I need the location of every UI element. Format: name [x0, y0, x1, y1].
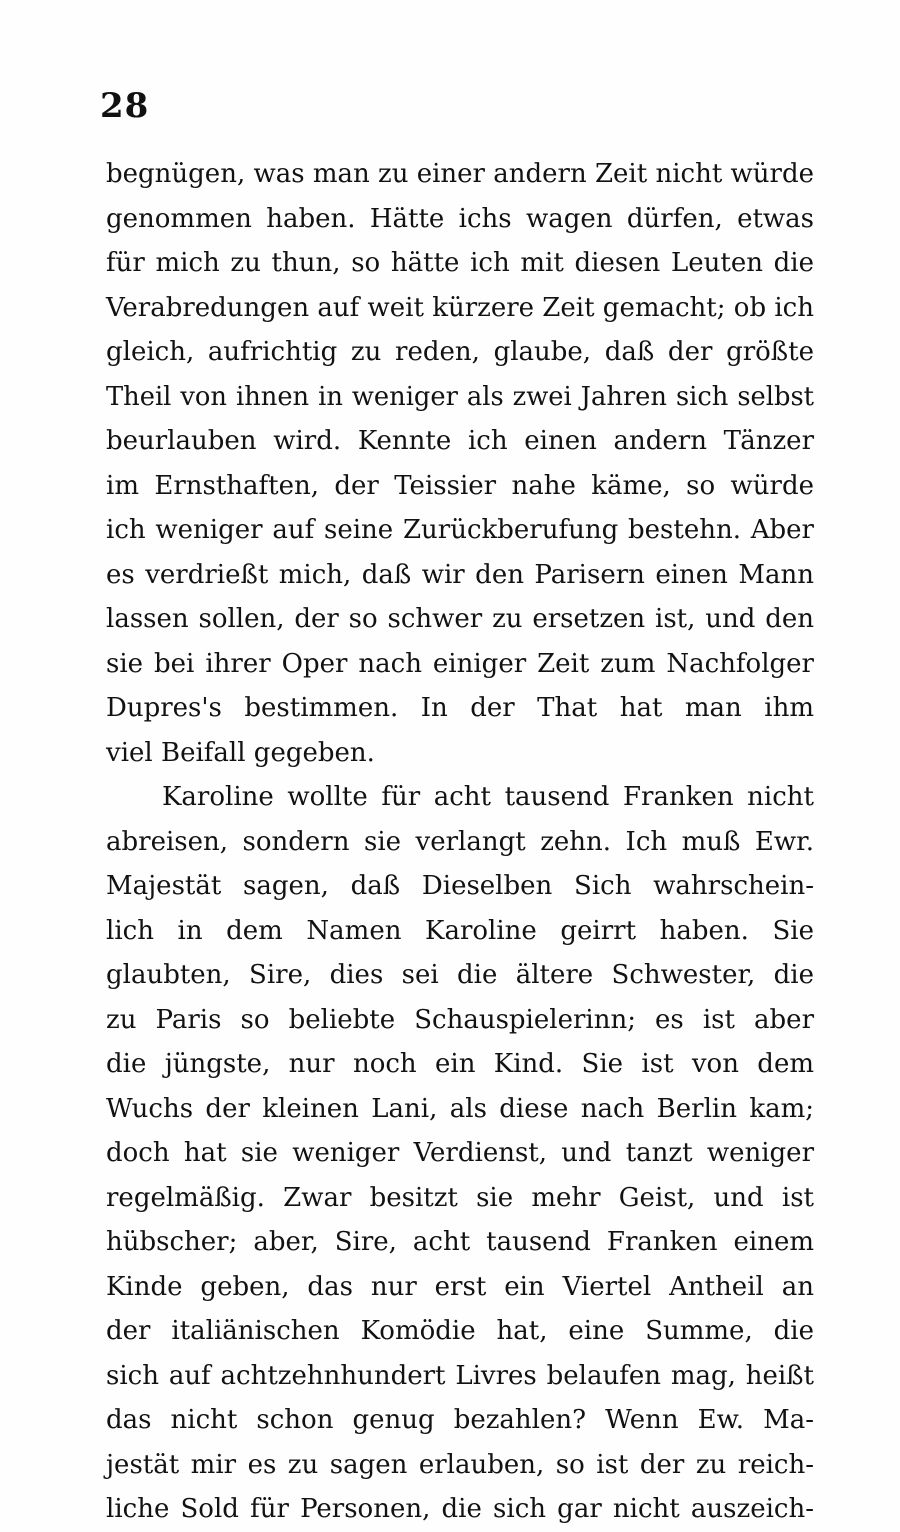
text-line: doch hat sie weniger Verdienst, und tanzt weniger [106, 1138, 814, 1168]
text-line: die jüngste, nur noch ein Kind. Sie ist von dem [106, 1049, 814, 1079]
text-line: gleich, aufrichtig zu reden, glaube, daß der größte [106, 337, 814, 367]
text-line: beurlauben wird. Kennte ich einen andern Tänzer [106, 426, 814, 456]
text-line: Dupres's bestimmen. In der That hat man ihm [106, 693, 814, 723]
paragraph-last-line: viel Beifall gegeben. [106, 737, 375, 768]
text-line: genommen haben. Hätte ichs wagen dürfen, etwas [106, 203, 814, 234]
text-line: lich in dem Namen Karoline geirrt haben. Sie [106, 915, 814, 946]
text-line: ich weniger auf seine Zurückberufung bestehn. Aber [106, 515, 814, 545]
text-line: hübscher; aber, Sire, acht tausend Franken einem [106, 1227, 814, 1257]
text-line: Kinde geben, das nur erst ein Viertel Antheil an [106, 1271, 814, 1302]
text-line: für mich zu thun, so hätte ich mit diesen Leuten die [106, 248, 814, 278]
text-line: Theil von ihnen in weniger als zwei Jahren sich selbst [106, 381, 814, 412]
text-line: liche Sold für Personen, die sich gar nicht auszeich- [106, 1494, 814, 1524]
text-line: jestät mir es zu sagen erlauben, so ist der zu reich- [106, 1449, 814, 1480]
text-line: glaubten, Sire, dies sei die ältere Schwester, die [106, 960, 814, 990]
text-line: zu Paris so beliebte Schauspielerinn; es ist aber [106, 1004, 814, 1035]
text-line: abreisen, sondern sie verlangt zehn. Ich muß Ewr. [106, 826, 814, 857]
page-body-text [106, 152, 814, 1532]
text-line: sich auf achtzehnhundert Livres belaufen mag, heißt [106, 1360, 814, 1391]
page-number: 28 [100, 86, 150, 126]
text-line: lassen sollen, der so schwer zu ersetzen ist, und den [106, 604, 814, 634]
paragraph-first-line: Karoline wollte für acht tausend Franken nicht [162, 782, 814, 812]
text-line: Verabredungen auf weit kürzere Zeit gemacht; ob ich [106, 292, 814, 323]
text-line: im Ernsthaften, der Teissier nahe käme, so würde [106, 470, 814, 501]
text-line: Majestät sagen, daß Dieselben Sich wahrschein- [106, 871, 814, 901]
text-line: sie bei ihrer Oper nach einiger Zeit zum Nachfolger [106, 648, 814, 679]
text-line: regelmäßig. Zwar besitzt sie mehr Geist, und ist [106, 1182, 814, 1213]
text-line: Wuchs der kleinen Lani, als diese nach Berlin kam; [106, 1093, 814, 1124]
text-line: das nicht schon genug bezahlen? Wenn Ew. Ma- [106, 1405, 814, 1435]
text-line: begnügen, was man zu einer andern Zeit nicht würde [106, 159, 814, 189]
text-line: es verdrießt mich, daß wir den Parisern einen Mann [106, 559, 814, 590]
text-line: der italiänischen Komödie hat, eine Summe, die [106, 1316, 814, 1346]
